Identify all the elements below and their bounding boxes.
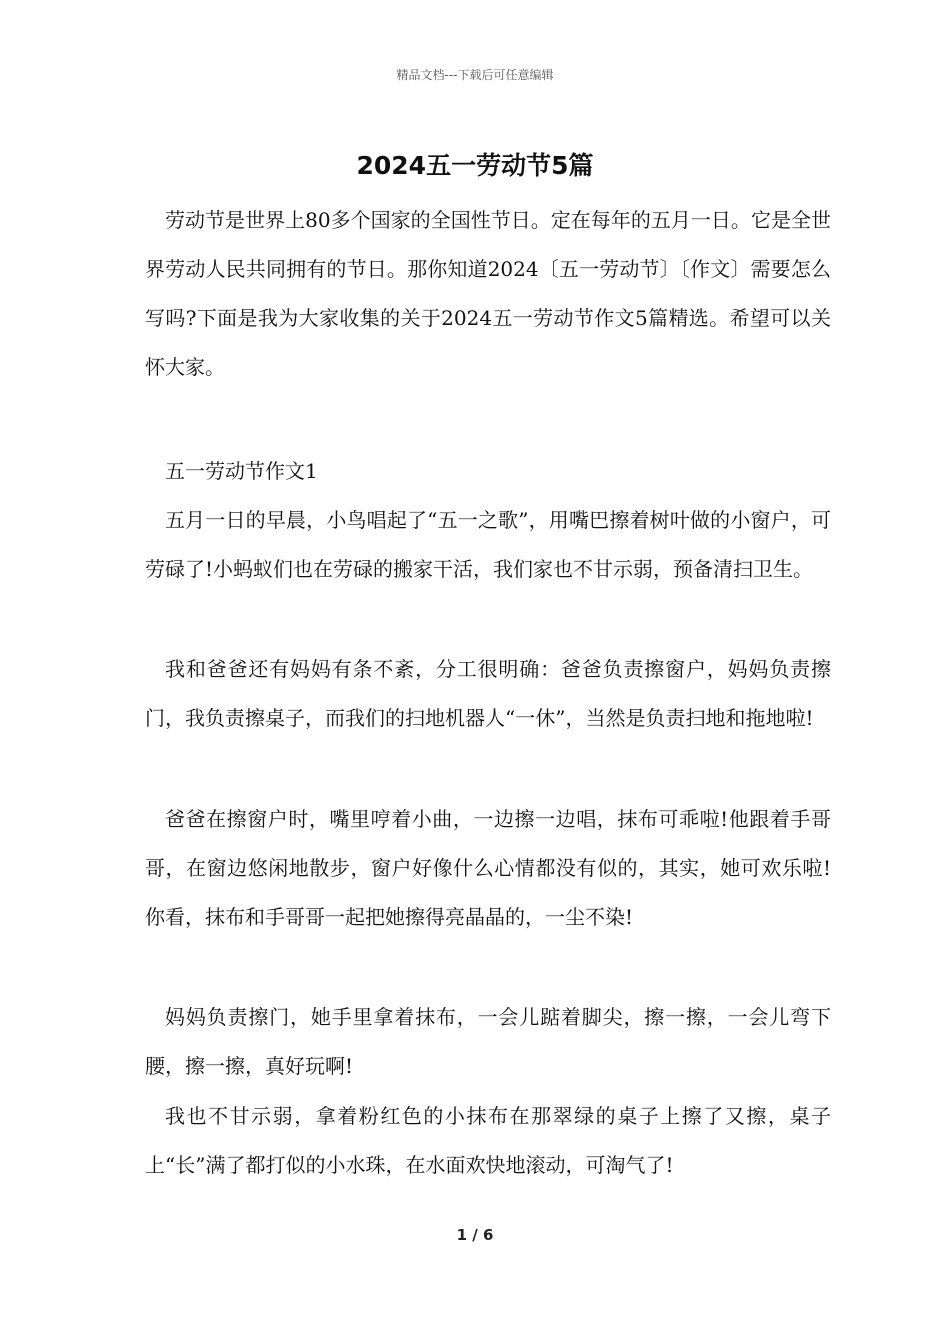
paragraph-5: 我也不甘示弱，拿着粉红色的小抹布在那翠绿的桌子上擦了又擦，桌子上“长”满了都打似的小水珠，在水面欢快地滚动，可淘气了!	[145, 1104, 831, 1177]
page-header: 精品文档---下载后可任意编辑	[396, 68, 554, 82]
paragraph-1: 五月一日的早晨，小鸟唱起了“五一之歌”，用嘴巴擦着树叶做的小窗户，可劳碌了!小蚂蚁们也在劳碌的搬家干活，我们家也不甘示弱，预备清扫卫生。	[145, 508, 831, 581]
document-title: 2024五一劳动节5篇	[356, 151, 594, 180]
paragraph-4: 妈妈负责擦门，她手里拿着抹布，一会儿踮着脚尖，擦一擦，一会儿弯下腰，擦一擦，真好玩啊!	[145, 1005, 831, 1078]
paragraph-3: 爸爸在擦窗户时，嘴里哼着小曲，一边擦一边唱，抹布可乖啦!他跟着手哥哥，在窗边悠闲地散步，窗户好像什么心情都没有似的，其实，她可欢乐啦!你看，抹布和手哥哥一起把她擦得亮晶晶的，一尘不染!	[145, 807, 831, 929]
intro-paragraph: 劳动节是世界上80多个国家的全国性节日。定在每年的五月一日。它是全世界劳动人民共同拥有的节日。那你知道2024〔五一劳动节〕〔作文〕需要怎么写吗?下面是我为大家收集的关于2024五一劳动节作文5篇精选。希望可以关怀大家。	[145, 208, 831, 379]
paragraph-2: 我和爸爸还有妈妈有条不紊，分工很明确：爸爸负责擦窗户，妈妈负责擦门，我负责擦桌子，而我们的扫地机器人“一休”，当然是负责扫地和拖地啦!	[145, 657, 831, 730]
section-title: 五一劳动节作文1	[165, 459, 318, 483]
page-number: 1 / 6	[456, 1226, 494, 1244]
